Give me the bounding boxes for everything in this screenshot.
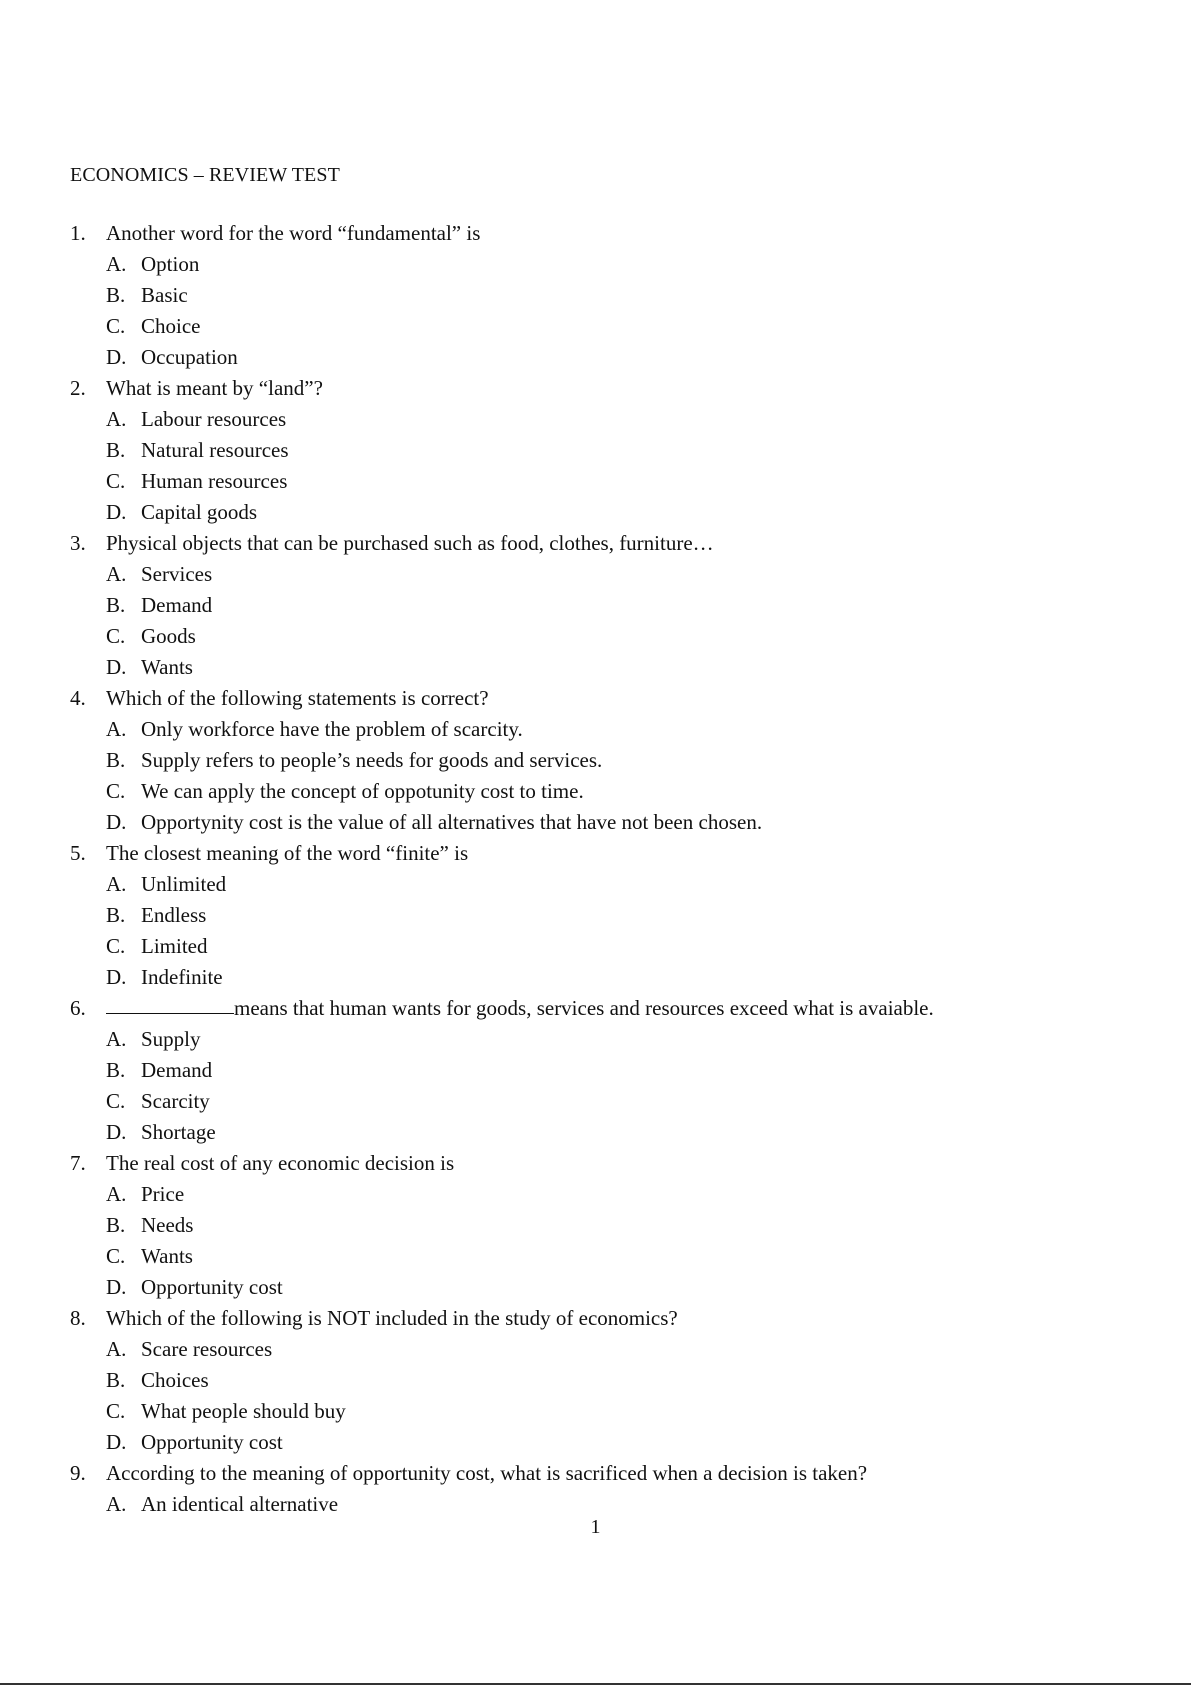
option-letter: A. [106, 562, 127, 586]
question-number: 1. [70, 221, 86, 245]
option-letter: D. [106, 655, 127, 679]
option [70, 280, 1150, 311]
option [70, 497, 1150, 528]
option [70, 249, 1150, 280]
question-text: Which of the following is NOT included in the study of economics? [106, 1306, 678, 1330]
option-text: Needs [141, 1213, 194, 1237]
option-letter: A. [106, 872, 127, 896]
option [70, 311, 1150, 342]
option [70, 1117, 1150, 1148]
option [70, 776, 1150, 807]
option [70, 1334, 1150, 1365]
option-letter: B. [106, 748, 126, 772]
page-number: 1 [590, 1516, 601, 1538]
option [70, 621, 1150, 652]
option [70, 1086, 1150, 1117]
option [70, 1241, 1150, 1272]
option [70, 962, 1150, 993]
option-text: Natural resources [141, 438, 289, 462]
question-number: 4. [70, 686, 86, 710]
option [70, 590, 1150, 621]
option [70, 1179, 1150, 1210]
option [70, 807, 1150, 838]
option-text: Supply [141, 1027, 201, 1051]
option-letter: C. [106, 1244, 126, 1268]
option [70, 900, 1150, 931]
question-text: According to the meaning of opportunity cost, what is sacrificed when a decision is taken? [106, 1461, 868, 1485]
option [70, 931, 1150, 962]
option-text: Opportunity cost [141, 1430, 283, 1454]
question-9 [70, 1458, 1150, 1489]
option-text: Human resources [141, 469, 288, 493]
option-letter: C. [106, 934, 126, 958]
option-text: Only workforce have the problem of scarcity. [141, 717, 523, 741]
option [70, 869, 1150, 900]
option-letter: A. [106, 717, 127, 741]
option-text: Labour resources [141, 407, 287, 431]
option-letter: A. [106, 407, 127, 431]
option-text: We can apply the concept of oppotunity cost to time. [141, 779, 584, 803]
option [70, 714, 1150, 745]
option-text: Scarcity [141, 1089, 210, 1113]
question-text: Physical objects that can be purchased such as food, clothes, furniture… [106, 531, 714, 555]
question-text: means that human wants for goods, services and resources exceed what is avaiable. [234, 996, 934, 1020]
option-letter: A. [106, 1182, 127, 1206]
question-2 [70, 373, 1150, 404]
option-text: Wants [141, 1244, 193, 1268]
option-text: Opportynity cost is the value of all alternatives that have not been chosen. [141, 810, 763, 834]
option-letter: A. [106, 1337, 127, 1361]
option-letter: D. [106, 1120, 127, 1144]
question-text: The closest meaning of the word “finite” is [106, 841, 469, 865]
option-text: Unlimited [141, 872, 227, 896]
option-text: Price [141, 1182, 185, 1206]
option [70, 466, 1150, 497]
question-7 [70, 1148, 1150, 1179]
option [70, 342, 1150, 373]
option-text: Shortage [141, 1120, 216, 1144]
option-text: Goods [141, 624, 196, 648]
option-letter: D. [106, 810, 127, 834]
option [70, 1427, 1150, 1458]
question-number: 7. [70, 1151, 86, 1175]
option [70, 1272, 1150, 1303]
question-number: 2. [70, 376, 86, 400]
question-text: Another word for the word “fundamental” is [106, 221, 481, 245]
option-letter: C. [106, 1089, 126, 1113]
question-number: 6. [70, 996, 86, 1020]
question-list [70, 218, 1150, 1520]
option-letter: C. [106, 1399, 126, 1423]
fill-in-blank [106, 993, 234, 1014]
option [70, 652, 1150, 683]
option-letter: D. [106, 1275, 127, 1299]
option [70, 1024, 1150, 1055]
option-letter: B. [106, 1368, 126, 1392]
option [70, 1210, 1150, 1241]
option-text: Wants [141, 655, 193, 679]
question-number: 8. [70, 1306, 86, 1330]
option-letter: B. [106, 593, 126, 617]
option-text: Demand [141, 593, 213, 617]
option-letter: B. [106, 283, 126, 307]
option-text: Occupation [141, 345, 238, 369]
option-text: Limited [141, 934, 208, 958]
option-letter: A. [106, 1492, 127, 1516]
question-4 [70, 683, 1150, 714]
option [70, 559, 1150, 590]
option-letter: B. [106, 903, 126, 927]
option [70, 1396, 1150, 1427]
option [70, 745, 1150, 776]
option [70, 435, 1150, 466]
option-text: Capital goods [141, 500, 258, 524]
question-text: Which of the following statements is correct? [106, 686, 489, 710]
option-text: Endless [141, 903, 207, 927]
option-text: Opportunity cost [141, 1275, 283, 1299]
question-6 [70, 993, 1150, 1024]
question-number: 5. [70, 841, 86, 865]
option-letter: D. [106, 1430, 127, 1454]
option-text: Supply refers to people’s needs for goods and services. [141, 748, 603, 772]
option-letter: C. [106, 779, 126, 803]
option [70, 1055, 1150, 1086]
option-letter: A. [106, 252, 127, 276]
option-text: Choice [141, 314, 201, 338]
option-text: Services [141, 562, 213, 586]
option-text: An identical alternative [141, 1492, 339, 1516]
option-text: Demand [141, 1058, 213, 1082]
option-letter: D. [106, 345, 127, 369]
question-text: What is meant by “land”? [106, 376, 323, 400]
option [70, 1365, 1150, 1396]
option-text: Option [141, 252, 200, 276]
option-letter: C. [106, 314, 126, 338]
option-letter: C. [106, 624, 126, 648]
question-1 [70, 218, 1150, 249]
document-title: ECONOMICS – REVIEW TEST [70, 164, 340, 186]
question-5 [70, 838, 1150, 869]
option-text: Choices [141, 1368, 209, 1392]
question-number: 3. [70, 531, 86, 555]
option-text: Indefinite [141, 965, 223, 989]
option-text: Scare resources [141, 1337, 273, 1361]
option-letter: B. [106, 438, 126, 462]
question-8 [70, 1303, 1150, 1334]
question-3 [70, 528, 1150, 559]
option-letter: B. [106, 1213, 126, 1237]
option-letter: C. [106, 469, 126, 493]
option-letter: D. [106, 500, 127, 524]
option-letter: B. [106, 1058, 126, 1082]
option-text: Basic [141, 283, 188, 307]
question-text: The real cost of any economic decision is [106, 1151, 455, 1175]
option [70, 404, 1150, 435]
question-number: 9. [70, 1461, 86, 1485]
option-letter: A. [106, 1027, 127, 1051]
option-text: What people should buy [141, 1399, 346, 1423]
option-letter: D. [106, 965, 127, 989]
